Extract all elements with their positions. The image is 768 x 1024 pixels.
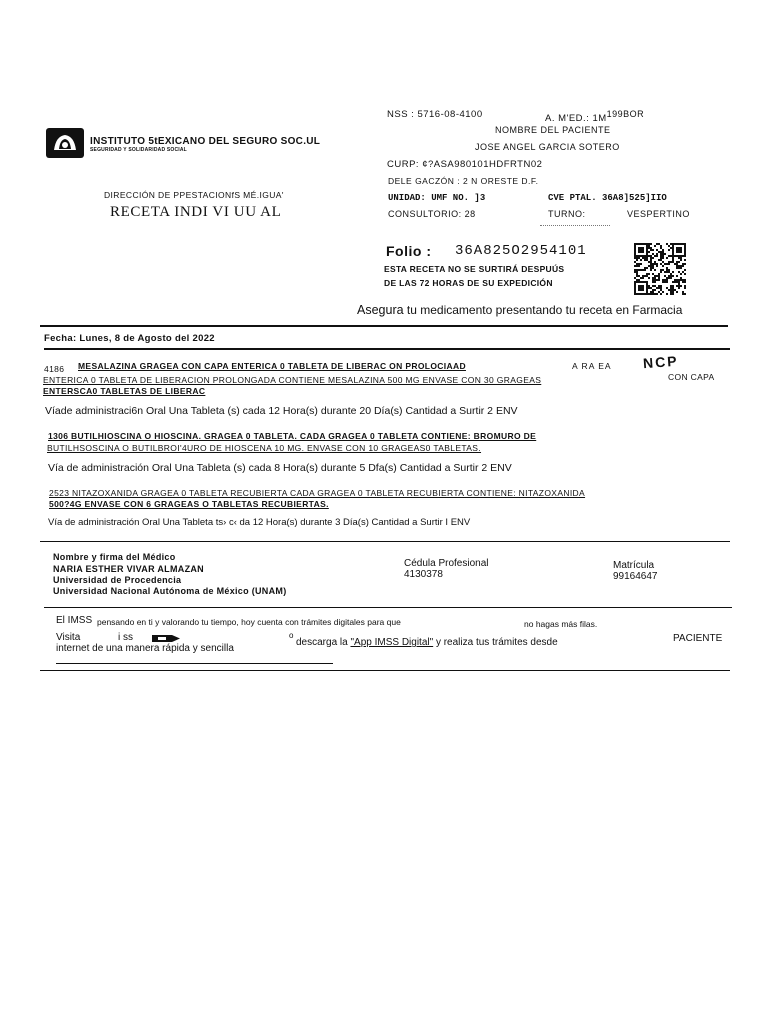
med1-code: 4186 (44, 364, 65, 374)
footer-paciente: PACIENTE (673, 633, 723, 644)
doctor-label: Nombre y firma del Médico (53, 552, 176, 562)
patient-name: JOSE ANGEL GARCIA SOTERO (475, 142, 620, 152)
university-label: Universidad de Procedencia (53, 575, 182, 585)
institution-subtitle: SEGURIDAD Y SOLIDARIDAD SOCIAL (90, 147, 187, 153)
asegura-message: Asegura tu medicamento presentando tu receta en Farmacia (357, 303, 683, 317)
cve-field: CVE PTAL. 36A8]525]IIO (548, 193, 667, 203)
nss-field: NSS : 5716-08-4100 (387, 109, 483, 120)
meds-divider (40, 541, 730, 542)
prescription-date: Fecha: Lunes, 8 de Agosto del 2022 (44, 333, 215, 344)
med3-line2: 500?4G ENVASE CON 6 GRAGEAS O TABLETAS RECUBIERTAS. (49, 499, 329, 509)
expiry-warning-line1: ESTA RECETA NO SE SURTIRÁ DESPUÚS (384, 264, 565, 274)
date-divider (44, 348, 730, 350)
med2-line1: 1306 BUTILHIOSCINA O HIOSCINA. GRAGEA 0 TABLETA. CADA GRAGEA 0 TABLETA CONTIENE: BROMURO DE (48, 431, 537, 441)
matricula-label: Matrícula (613, 560, 655, 571)
consultorio-field: CONSULTORIO: 28 (388, 209, 476, 219)
med1-ncp: NCP (642, 352, 680, 372)
app-imss-digital-link[interactable]: "App IMSS Digital" (350, 637, 434, 648)
amed-superscript: 199BOR (606, 109, 645, 119)
footer-descarga: descarga la "App IMSS Digital" y realiza tus trámites desde (296, 637, 558, 648)
turno-value: VESPERTINO (627, 209, 690, 219)
footer-iss: i ss (118, 632, 133, 643)
delegacion-field: DELE GACZÓN : 2 N ORESTE D.F. (388, 176, 539, 186)
patient-name-label: NOMBRE DEL PACIENTE (495, 125, 611, 135)
cedula-label: Cédula Profesional (404, 558, 489, 569)
curp-field: CURP: ¢?ASA980101HDFRTN02 (387, 159, 543, 170)
faint-divider (540, 225, 610, 226)
folio-number: 36A825O2954101 (455, 243, 587, 259)
footer-line1: pensando en ti y valorando tu tiempo, hoy cuenta con trámites digitales para que (97, 617, 401, 627)
document-title: RECETA INDI VI UU AL (110, 204, 282, 220)
institution-name: INSTITUTO 5tEXICANO DEL SEGURO SOC.UL (90, 136, 321, 147)
expiry-warning-line2: DE LAS 72 HORAS DE SU EXPEDICIÓN (384, 278, 553, 288)
med3-line1: 2523 NITAZOXANIDA GRAGEA 0 TABLETA RECUBIERTA CADA GRAGEA 0 TABLETA RECUBIERTA CONTIENE: NITAZOXANIDA (49, 488, 586, 498)
med1-line1: MESALAZINA GRAGEA CON CAPA ENTERICA 0 TABLETA DE LIBERAC ON PROLOCIAAD (78, 361, 466, 371)
footer-line3: internet de una manera rápida y sencilla (56, 643, 234, 654)
degree-mark: o (289, 631, 294, 640)
med1-line3: ENTERSCA0 TABLETAS DE LIBERAC (43, 386, 206, 396)
med2-administration: Vía de administración Oral Una Tableta (s) cada 8 Hora(s) durante 5 Dfa(s) Cantidad a Surtir 2 ENV (48, 462, 512, 474)
footer-underline (56, 663, 333, 664)
med3-administration: Vía de administración Oral Una Tableta ts› c‹ da 12 Hora(s) durante 3 Día(s) Cantidad a Surtir I ENV (48, 517, 471, 528)
footer-imss: El IMSS (56, 615, 93, 626)
imss-logo-icon (46, 128, 84, 158)
footer-visita: Visita (56, 632, 81, 643)
matricula-value: 99164647 (613, 571, 658, 582)
unidad-field: UNIDAD: UMF NO. ]3 (388, 193, 486, 203)
med1-line1-tail: A RA EA (572, 361, 612, 371)
direction-label: DIRECCIÓN DE PPESTACIONfS MÉ.IGUA' (104, 190, 284, 200)
footer-line1-end: no hagas más filas. (524, 619, 598, 629)
doctor-name: NARIA ESTHER VIVAR ALMAZAN (53, 564, 204, 574)
med1-line2: ENTERICA 0 TABLETA DE LIBERACION PROLONGADA CONTIENE MESALAZINA 500 MG ENVASE CON 30 GRAGEAS (43, 375, 542, 385)
turno-label: TURNO: (548, 209, 586, 219)
amed-field: A. M'ED.: $1M^{199BOR}$ (545, 109, 645, 125)
cedula-value: 4130378 (404, 569, 443, 580)
bottom-divider (40, 670, 730, 671)
header-divider (40, 325, 728, 327)
folio-label: Folio : (386, 243, 432, 259)
med2-line2: BUTILHSOSCINA O BUTILBROI'4URO DE HIOSCENA 10 MG. ENVASE CON 10 GRAGEAS0 TABLETAS. (47, 443, 482, 453)
med1-administration: Víade administraci6n Oral Una Tableta (s) cada 12 Hora(s) durante 20 Día(s) Cantidad a Surtir 2 ENV (45, 405, 518, 417)
university-name: Universidad Nacional Autónoma de México (UNAM) (53, 586, 287, 596)
qr-code-icon (634, 243, 686, 295)
med1-con-capa: CON CAPA (668, 372, 715, 382)
doctor-divider (44, 607, 732, 608)
